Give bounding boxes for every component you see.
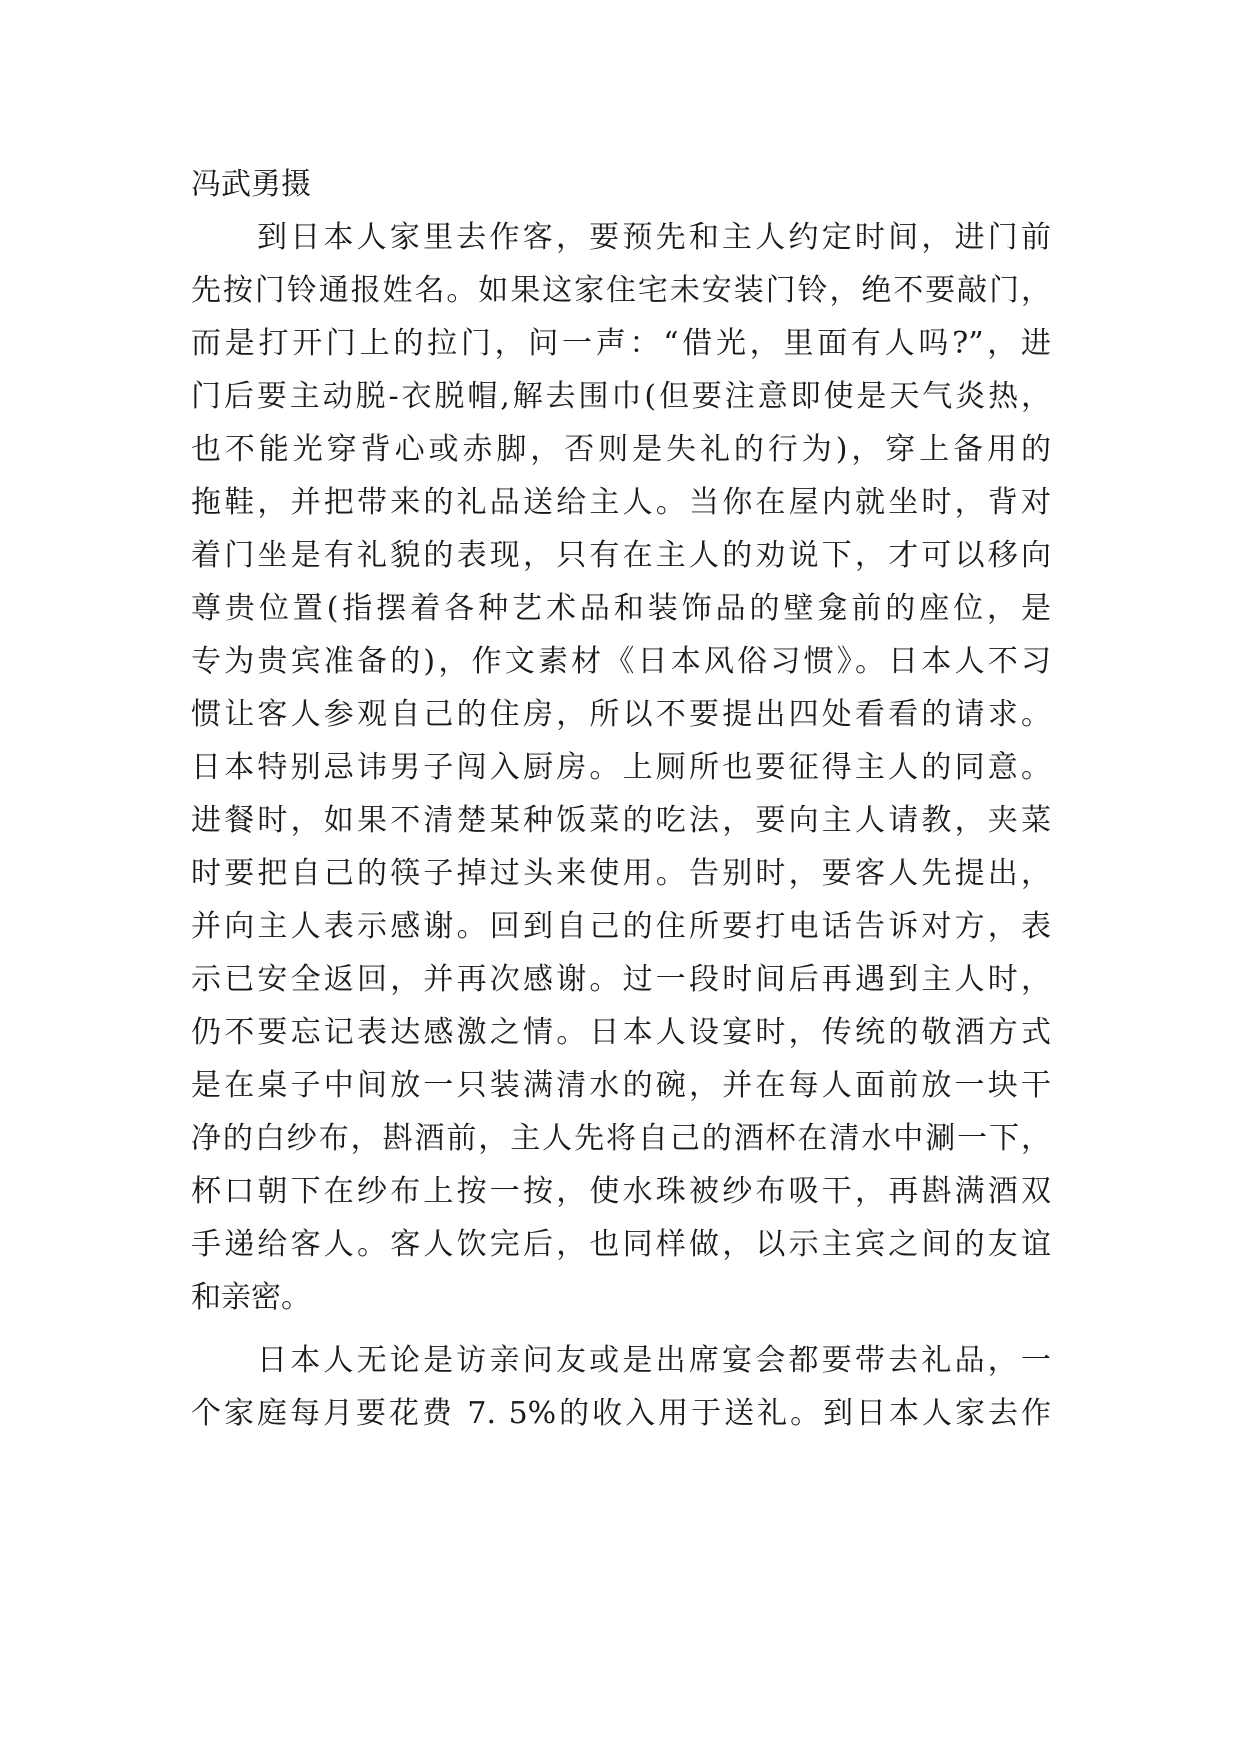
text-line: 示已安全返回，并再次感谢。过一段时间后再遇到主人时， [191,962,1051,997]
text-line: 先按门铃通报姓名。如果这家住宅未安装门铃，绝不要敲门， [191,273,1051,308]
paragraph [191,1334,1051,1440]
text-line: 仍不要忘记表达感激之情。日本人设宴时，传统的敬酒方式 [191,1015,1051,1050]
text-line: 手递给客人。客人饮完后，也同样做，以示主宾之间的友谊 [191,1227,1051,1262]
text-line: 尊贵位置(指摆着各种艺术品和装饰品的壁龛前的座位，是 [191,591,1051,626]
text-line: 时要把自己的筷子掉过头来使用。告别时，要客人先提出， [191,856,1051,891]
text-line: 和亲密。 [191,1280,311,1315]
paragraph [191,211,1051,1324]
text-line: 并向主人表示感谢。回到自己的住所要打电话告诉对方，表 [191,909,1051,944]
text-line: 着门坐是有礼貌的表现，只有在主人的劝说下，才可以移向 [191,538,1051,573]
text-line: 日本特别忌讳男子闯入厨房。上厕所也要征得主人的同意。 [191,750,1051,785]
photo-credit: 冯武勇摄 [191,167,311,202]
text-line: 杯口朝下在纱布上按一按，使水珠被纱布吸干，再斟满酒双 [191,1174,1051,1209]
text-line: 进餐时，如果不清楚某种饭菜的吃法，要向主人请教，夹菜 [191,803,1051,838]
paragraphs [191,211,1051,1440]
paragraph-gap [191,1324,1051,1334]
text-line: 是在桌子中间放一只装满清水的碗，并在每人面前放一块干 [191,1068,1051,1103]
text-line: 净的白纱布，斟酒前，主人先将自己的酒杯在清水中涮一下， [191,1121,1051,1156]
text-line: 门后要主动脱-衣脱帽,解去围巾(但要注意即使是天气炎热， [191,379,1051,414]
text-line: 日本人无论是访亲问友或是出席宴会都要带去礼品，一 [257,1343,1051,1378]
text-line: 而是打开门上的拉门，问一声：“借光，里面有人吗?”，进 [191,326,1051,361]
document-body [191,158,1051,1440]
text-line: 也不能光穿背心或赤脚，否则是失礼的行为)，穿上备用的 [191,432,1051,467]
text-line: 专为贵宾准备的)，作文素材《日本风俗习惯》。日本人不习 [191,644,1051,679]
text-line: 惯让客人参观自己的住房，所以不要提出四处看看的请求。 [191,697,1051,732]
text-line: 个家庭每月要花费 7. 5%的收入用于送礼。到日本人家去作 [191,1396,1051,1431]
text-line: 到日本人家里去作客，要预先和主人约定时间，进门前 [257,220,1051,255]
text-line: 拖鞋，并把带来的礼品送给主人。当你在屋内就坐时，背对 [191,485,1051,520]
